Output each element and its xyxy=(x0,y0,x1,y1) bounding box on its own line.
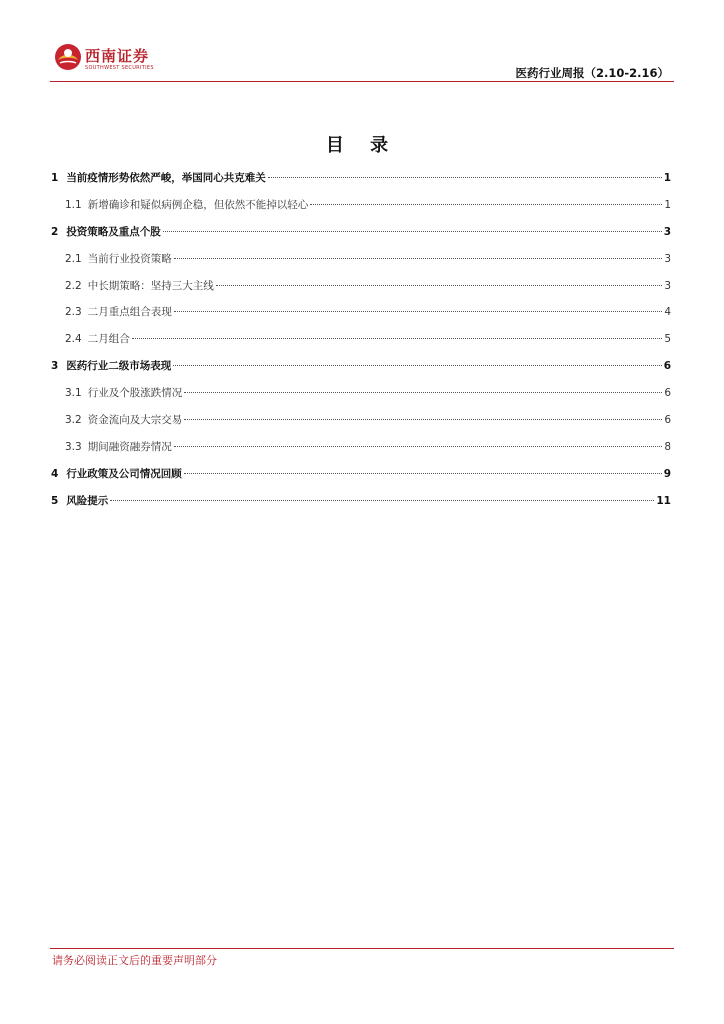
toc-page-number: 6 xyxy=(664,387,671,400)
toc-page-number: 9 xyxy=(663,467,671,480)
toc-entry-title: 中长期策略：坚持三大主线 xyxy=(87,279,214,292)
toc-section-link[interactable] xyxy=(51,224,671,251)
toc-page-number: 8 xyxy=(664,440,671,453)
toc-entry-title: 资金流向及大宗交易 xyxy=(87,414,183,427)
toc-page-number: 5 xyxy=(664,333,671,346)
toc-entry-title: 当前疫情形势依然严峻，举国同心共克难关 xyxy=(66,172,266,184)
toc-dot-leader xyxy=(163,231,662,232)
toc-entry-title: 风险提示 xyxy=(66,494,109,507)
toc-entry-number: 5 xyxy=(51,494,59,507)
toc-entry-title: 新增确诊和疑似病例企稳，但依然不能掉以轻心 xyxy=(87,198,309,211)
toc-entry-number: 3 xyxy=(51,360,59,373)
toc-dot-leader xyxy=(184,392,662,393)
toc-entry-title: 当前行业投资策略 xyxy=(87,252,172,265)
toc-entry-title: 二月重点组合表现 xyxy=(87,306,172,319)
page-header xyxy=(0,0,724,84)
toc-subsection-link[interactable] xyxy=(51,439,671,466)
toc-entry-title: 行业及个股涨跌情况 xyxy=(87,387,183,400)
toc-entry-number: 1.1 xyxy=(65,198,82,211)
toc-entry-number: 2.3 xyxy=(65,306,82,319)
toc-entry-title: 期间融资融券情况 xyxy=(87,440,172,453)
footer-divider xyxy=(50,948,674,949)
toc-section-link[interactable] xyxy=(51,170,671,197)
toc-entry-number: 2.1 xyxy=(65,252,82,265)
toc-entry-number: 3.2 xyxy=(65,414,82,427)
toc-entry-title: 医药行业二级市场表现 xyxy=(66,360,172,373)
disclaimer-note: 请务必阅读正文后的重要声明部分 xyxy=(52,954,217,967)
toc-page-number: 11 xyxy=(656,494,671,507)
toc-section-link[interactable] xyxy=(51,358,671,385)
toc-subsection-link[interactable] xyxy=(51,251,671,278)
toc-page-number: 6 xyxy=(664,414,671,427)
header-divider xyxy=(50,81,674,82)
toc-subsection-link[interactable] xyxy=(51,412,671,439)
toc-entry-number: 1 xyxy=(51,172,59,184)
toc-entry-number: 3.1 xyxy=(65,387,82,400)
toc-dot-leader xyxy=(174,446,663,447)
toc-subsection-link[interactable] xyxy=(51,331,671,358)
toc-dot-leader xyxy=(184,419,662,420)
toc-page-number: 3 xyxy=(664,279,671,292)
toc-entry-title: 投资策略及重点个股 xyxy=(66,225,161,238)
toc-page-number: 1 xyxy=(663,172,671,184)
toc-dot-leader xyxy=(174,311,663,312)
logo-english-name: SOUTHWEST SECURITIES xyxy=(85,65,154,71)
toc-page-number: 3 xyxy=(664,252,671,265)
toc-page-number: 1 xyxy=(664,198,671,211)
toc-dot-leader xyxy=(268,177,662,178)
toc-section-link[interactable] xyxy=(51,493,671,520)
toc-entry-title: 行业政策及公司情况回顾 xyxy=(66,467,182,480)
toc-dot-leader xyxy=(174,258,663,259)
toc-dot-leader xyxy=(132,338,663,339)
toc-subsection-link[interactable] xyxy=(51,304,671,331)
toc-page-number: 4 xyxy=(664,306,671,319)
toc-entry-number: 2.2 xyxy=(65,279,82,292)
toc-subsection-link[interactable] xyxy=(51,197,671,224)
toc-heading: 目 录 xyxy=(325,135,399,156)
toc-dot-leader xyxy=(216,285,663,286)
toc-dot-leader xyxy=(173,365,661,366)
toc-entry-title: 二月组合 xyxy=(87,333,130,346)
toc-entry-number: 2.4 xyxy=(65,333,82,346)
logo-chinese-name: 西南证券 xyxy=(85,47,150,65)
toc-page-number: 3 xyxy=(663,225,671,238)
table-of-contents xyxy=(51,170,671,520)
toc-page-number: 6 xyxy=(663,360,671,373)
toc-dot-leader xyxy=(310,204,662,205)
toc-subsection-link[interactable] xyxy=(51,278,671,305)
company-logo xyxy=(54,43,154,75)
toc-entry-number: 4 xyxy=(51,467,59,480)
toc-entry-number: 3.3 xyxy=(65,440,82,453)
toc-dot-leader xyxy=(110,500,654,501)
toc-entry-number: 2 xyxy=(51,225,59,238)
toc-subsection-link[interactable] xyxy=(51,385,671,412)
toc-section-link[interactable] xyxy=(51,466,671,493)
toc-dot-leader xyxy=(184,473,662,474)
logo-emblem-icon xyxy=(54,43,82,71)
report-title: 医药行业周报（2.10-2.16） xyxy=(515,66,669,80)
